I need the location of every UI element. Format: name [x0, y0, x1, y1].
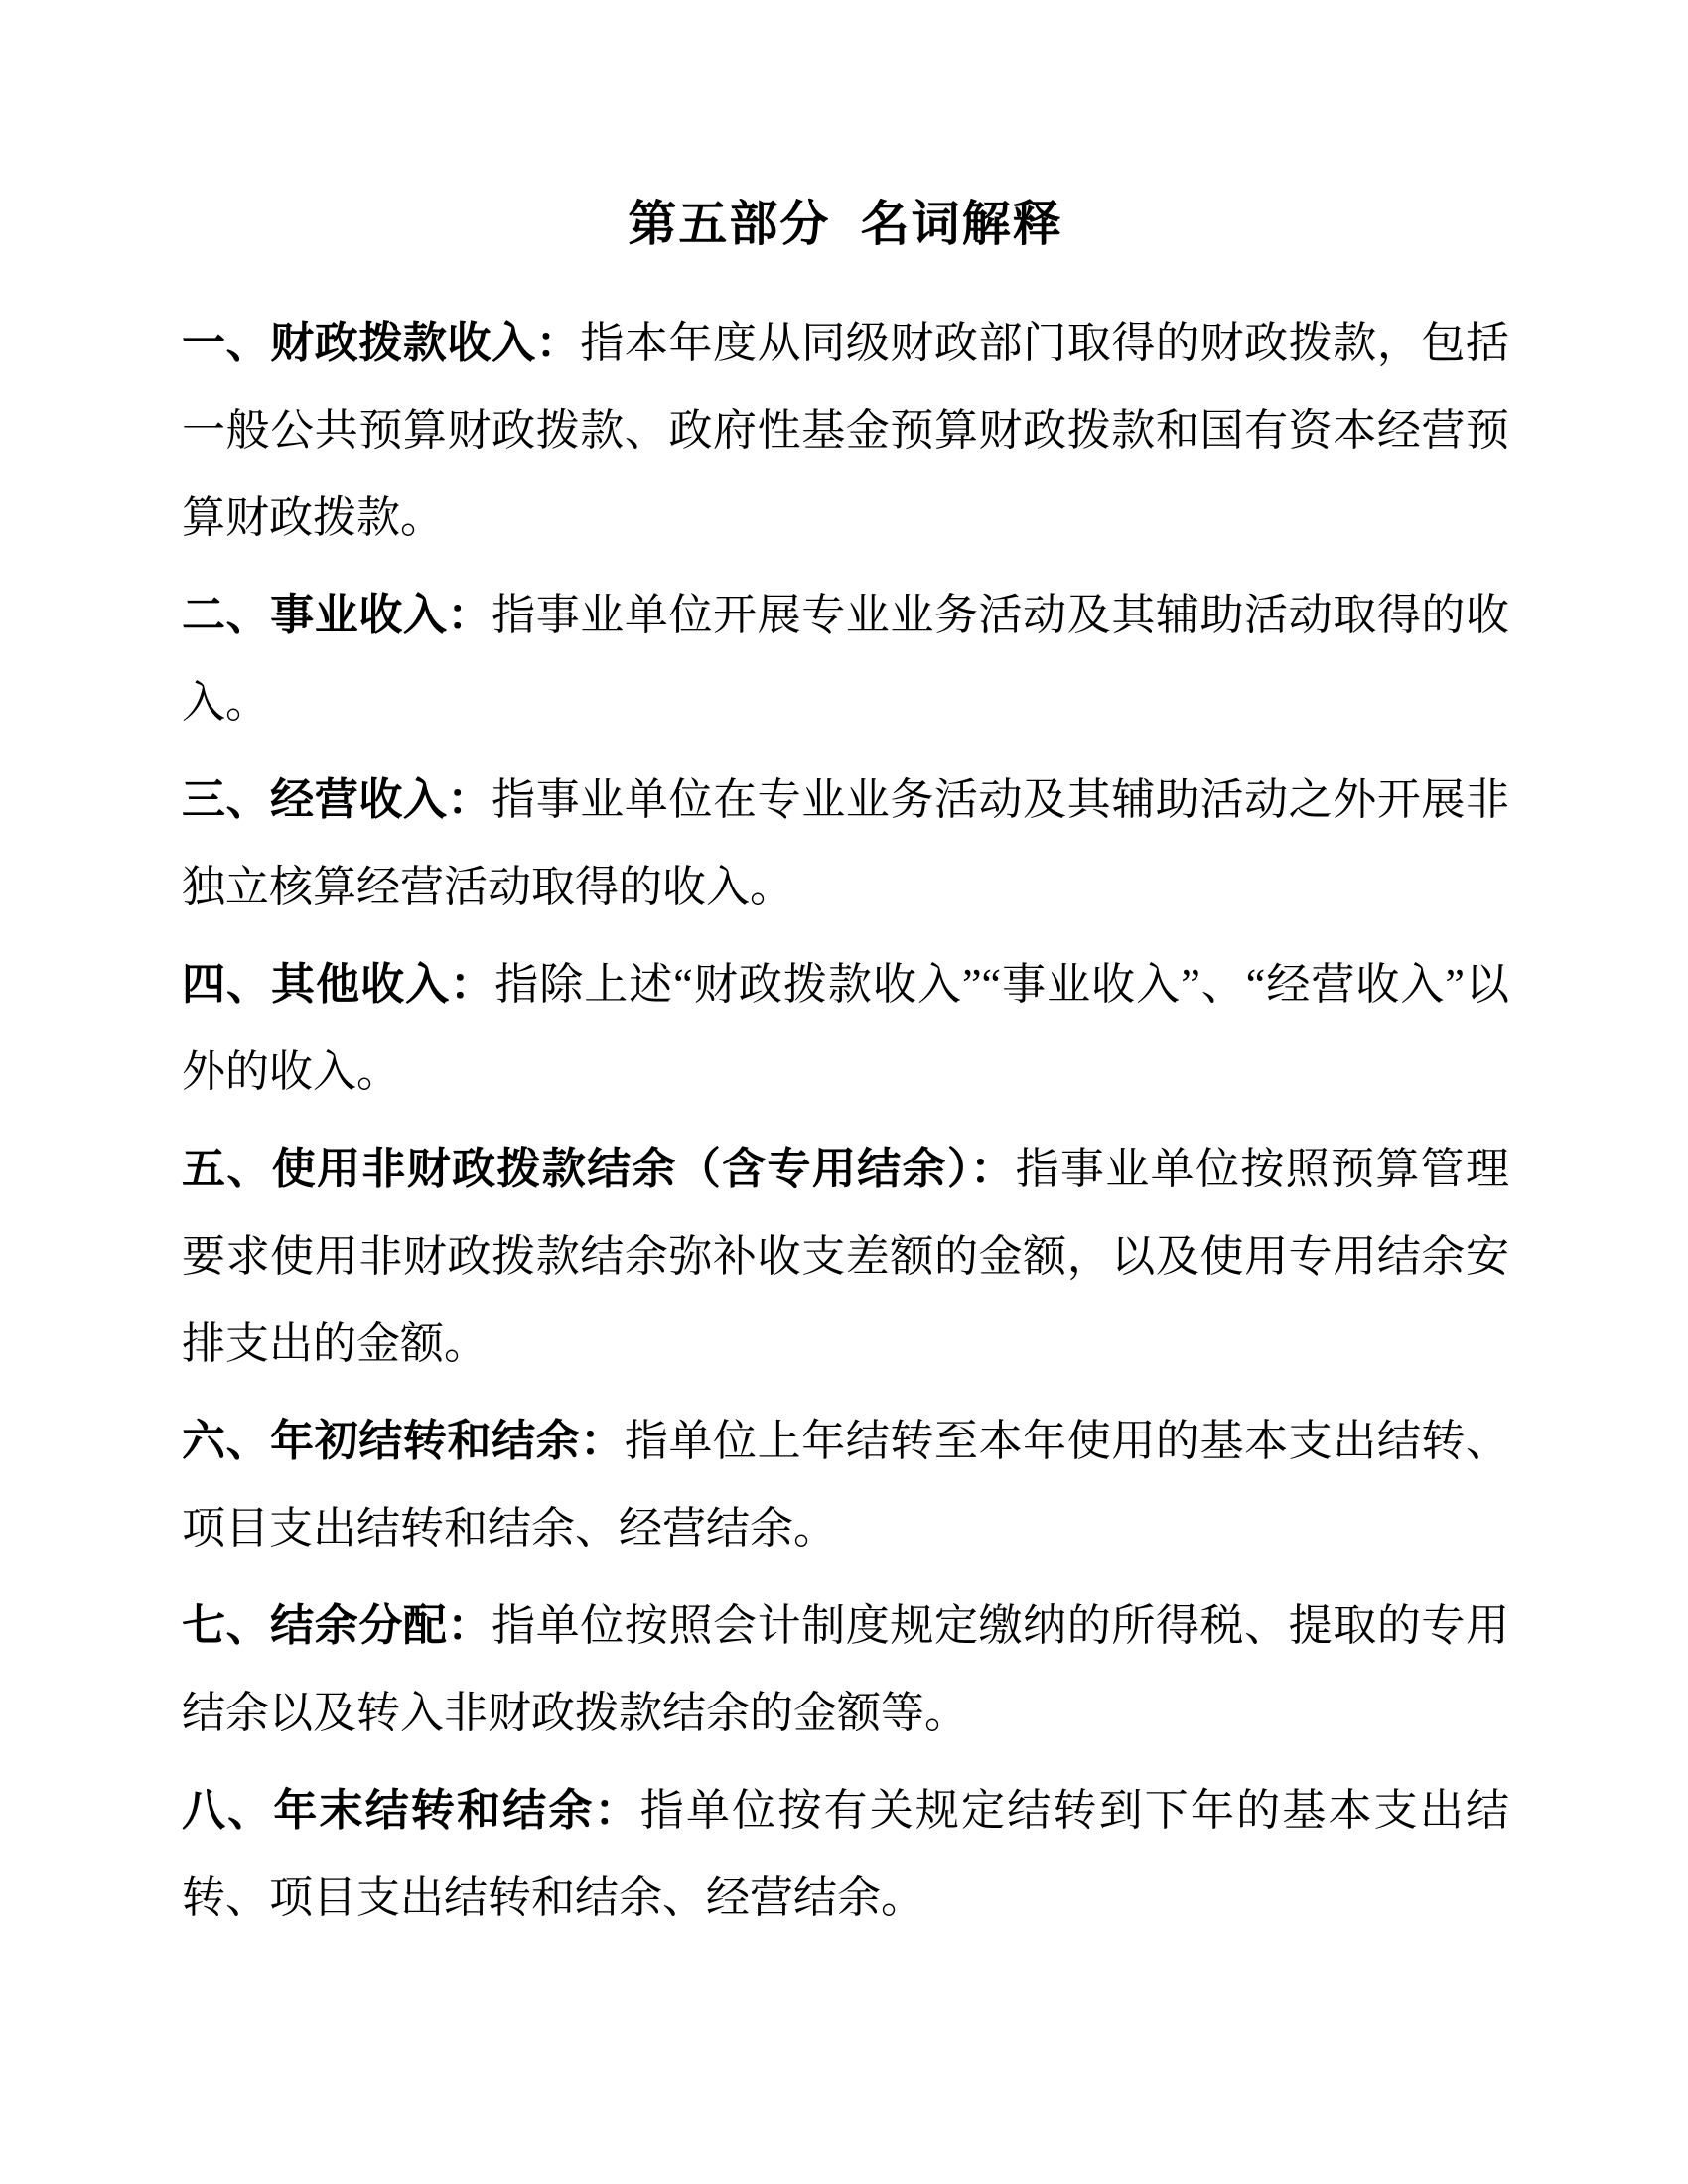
term-label: 四、其他收入：	[182, 960, 495, 1009]
term-label: 六、年初结转和结余：	[182, 1417, 625, 1465]
term-label: 一、财政拨款收入：	[182, 319, 581, 367]
term-definition: 指本年度从同级财政部门取得的财政拨款，包括一般公共预算财政拨款、政府性基金预算财政拨款和国有资本经营预算财政拨款。	[182, 319, 1510, 542]
term-label: 八、年末结转和结余：	[182, 1786, 640, 1835]
definition-paragraph-5	[182, 1126, 1509, 1388]
term-definition: 指单位按照会计制度规定缴纳的所得税、提取的专用结余以及转入非财政拨款结余的金额等。	[182, 1601, 1510, 1737]
document-content	[182, 191, 1509, 1952]
definition-paragraph-2	[182, 572, 1509, 747]
definition-paragraph-1	[182, 300, 1509, 562]
definition-paragraph-7	[182, 1582, 1509, 1757]
term-label: 三、经营收入：	[182, 775, 492, 824]
term-definition: 指单位上年结转至本年使用的基本支出结转、项目支出结转和结余、经营结余。	[182, 1417, 1510, 1553]
definition-paragraph-4	[182, 941, 1509, 1116]
term-definition: 指事业单位开展专业业务活动及其辅助活动取得的收入。	[182, 591, 1510, 727]
term-definition: 指事业单位按照预算管理要求使用非财政拨款结余弥补收支差额的金额，以及使用专用结余安排支出的金额。	[182, 1145, 1510, 1368]
term-label: 七、结余分配：	[182, 1601, 492, 1650]
term-definition: 指事业单位在专业业务活动及其辅助活动之外开展非独立核算经营活动取得的收入。	[182, 775, 1510, 911]
page-title: 第五部分 名词解释	[628, 197, 1063, 251]
definition-paragraph-8	[182, 1767, 1509, 1942]
definition-paragraph-6	[182, 1398, 1509, 1572]
term-label: 二、事业收入：	[182, 591, 492, 639]
term-definition: 指单位按有关规定结转到下年的基本支出结转、项目支出结转和结余、经营结余。	[182, 1786, 1510, 1922]
term-label: 五、使用非财政拨款结余（含专用结余）：	[182, 1145, 1016, 1193]
term-definition: 指除上述“财政拨款收入”“事业收入”、“经营收入”以外的收入。	[182, 960, 1509, 1096]
definition-paragraph-3	[182, 756, 1509, 931]
